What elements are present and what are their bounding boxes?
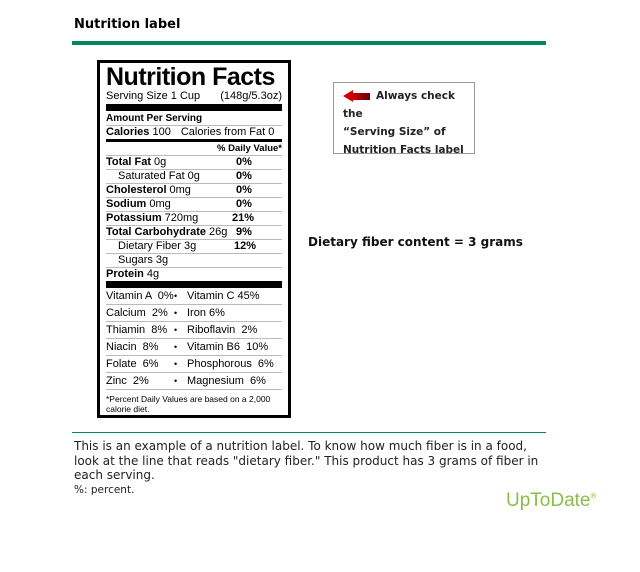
calories-value: 100 xyxy=(152,126,171,138)
bullet-icon: • xyxy=(174,359,178,369)
caption xyxy=(74,439,544,497)
thick-divider xyxy=(106,281,282,288)
serving-size: Serving Size 1 Cup xyxy=(106,90,201,102)
daily-value-header: % Daily Value* xyxy=(106,142,282,156)
nutrient-amount: 720mg xyxy=(164,212,199,224)
vitamin-row xyxy=(106,288,282,305)
nutrient-row xyxy=(106,170,282,184)
nutrient-name: Dietary Fiber xyxy=(118,240,181,252)
arrow-left-icon xyxy=(343,90,353,102)
nutrient-daily-value: 9% xyxy=(236,226,252,238)
nutrient-name: Cholesterol xyxy=(106,184,167,196)
nutrient-row xyxy=(106,240,282,254)
footnote: *Percent Daily Values are based on a 2,000 calorie diet. xyxy=(106,394,271,414)
nutrient-name: Saturated Fat xyxy=(118,170,185,182)
serving-weight: (148g/5.3oz) xyxy=(220,90,282,102)
title-divider xyxy=(72,41,546,45)
thick-divider xyxy=(106,104,282,111)
nutrient-row xyxy=(106,184,282,198)
nutrient-daily-value: 0% xyxy=(236,170,252,182)
nutrient-amount: 26g xyxy=(209,226,228,238)
nutrient-row xyxy=(106,226,282,240)
nutrient-amount: 0g xyxy=(187,170,200,182)
registered-mark: ® xyxy=(590,491,597,501)
vitamin-left: Niacin 8% xyxy=(106,341,159,353)
vitamin-row xyxy=(106,339,282,356)
vitamin-row xyxy=(106,373,282,390)
nutrient-daily-value: 0% xyxy=(236,198,252,210)
nutrient-name: Sodium xyxy=(106,198,147,210)
fiber-note: Dietary fiber content = 3 grams xyxy=(308,235,523,249)
vitamin-left: Zinc 2% xyxy=(106,375,149,387)
vitamin-left: Folate 6% xyxy=(106,358,159,370)
vitamin-right: Vitamin C 45% xyxy=(187,290,260,302)
nutrient-name: Total Fat xyxy=(106,156,152,168)
vitamin-right: Riboflavin 2% xyxy=(187,324,258,336)
nutrient-row xyxy=(106,198,282,212)
calories-label: Calories xyxy=(106,126,150,138)
nutrient-amount: 3g xyxy=(155,254,169,266)
callout-line: “Serving Size” of xyxy=(343,126,446,138)
callout-line: Always check the xyxy=(343,90,455,120)
vitamin-left: Calcium 2% xyxy=(106,307,168,319)
vitamin-right: Magnesium 6% xyxy=(187,375,266,387)
nutrient-amount: 0mg xyxy=(169,184,191,196)
nutrient-row xyxy=(106,268,282,281)
caption-text: This is an example of a nutrition label. To know how much fiber is in a food, look at the line that reads "dietary fiber." This product has 3 grams of fiber in each serving. xyxy=(74,439,539,482)
vitamin-row xyxy=(106,356,282,373)
nutrient-row xyxy=(106,254,282,268)
vitamin-row xyxy=(106,305,282,322)
nutrient-name: Sugars xyxy=(118,254,153,266)
bullet-icon: • xyxy=(174,291,178,301)
bullet-icon: • xyxy=(174,376,178,386)
vitamin-right: Iron 6% xyxy=(187,307,225,319)
nutrient-row xyxy=(106,212,282,226)
nutrient-amount: 4g xyxy=(146,268,160,280)
arrow-tail xyxy=(353,93,370,100)
nutrient-amount: 0g xyxy=(154,156,167,168)
bullet-icon: • xyxy=(174,308,178,318)
logo-text: UpToDate xyxy=(506,490,591,511)
vitamin-left: Thiamin 8% xyxy=(106,324,168,336)
abbreviation-note: %: percent. xyxy=(74,483,135,496)
caption-divider xyxy=(72,432,546,433)
nutrient-daily-value: 21% xyxy=(232,212,255,224)
nutrient-amount: 0mg xyxy=(149,198,171,210)
nutrient-row xyxy=(106,156,282,170)
nutrient-name: Potassium xyxy=(106,212,162,224)
serving-size-row xyxy=(106,90,282,102)
callout-line: Nutrition Facts label xyxy=(343,144,464,156)
nutrient-name: Protein xyxy=(106,268,144,280)
nutrient-name: Total Carbohydrate xyxy=(106,226,207,238)
calories-row xyxy=(106,126,282,139)
label-heading: Nutrition Facts xyxy=(106,63,275,91)
figure-title: Nutrition label xyxy=(74,17,181,32)
bullet-icon: • xyxy=(174,342,178,352)
vitamin-right: Phosphorous 6% xyxy=(187,358,274,370)
nutrient-amount: 3g xyxy=(183,240,197,252)
amount-per-serving: Amount Per Serving xyxy=(106,112,282,126)
serving-size-callout xyxy=(333,82,475,154)
bullet-icon: • xyxy=(174,325,178,335)
nutrient-daily-value: 0% xyxy=(236,184,252,196)
vitamin-right: Vitamin B6 10% xyxy=(187,341,269,353)
nutrient-daily-value: 0% xyxy=(236,156,252,168)
vitamin-row xyxy=(106,322,282,339)
vitamin-left: Vitamin A 0% xyxy=(106,290,174,302)
nutrient-daily-value: 12% xyxy=(234,240,257,252)
nutrition-facts-label xyxy=(97,60,291,418)
calories-from-fat: Calories from Fat 0 xyxy=(180,126,275,138)
uptodate-logo xyxy=(506,490,596,512)
